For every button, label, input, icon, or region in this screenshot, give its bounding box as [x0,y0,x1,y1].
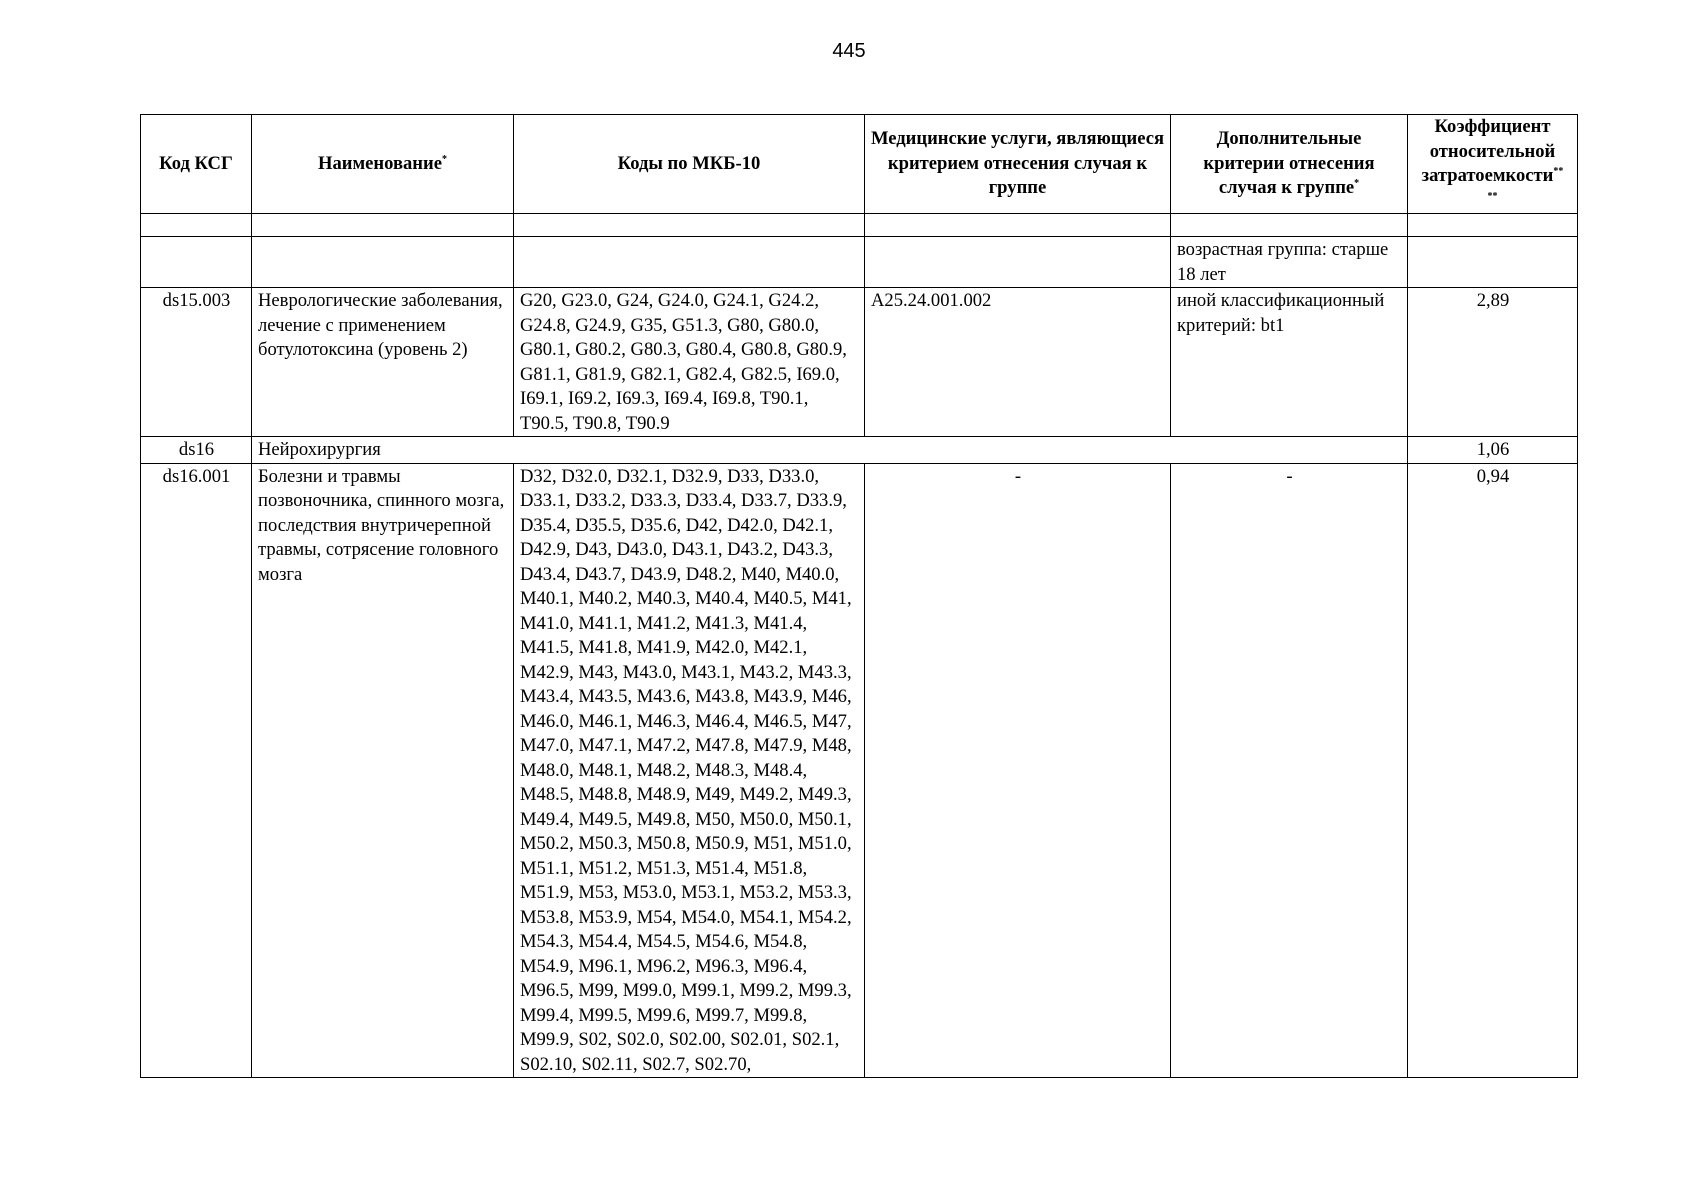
header-additional-criteria: Дополнительные критерии отнесения случая к группе* [1171,115,1408,214]
table-row-ds16 [141,437,1578,464]
name-cell: Болезни и травмы позвоночника, спинного мозга, последствия внутричерепной травмы, сотрясение головного мозга [252,463,514,1078]
table-row-age-criterion [141,237,1578,288]
table-row-ds15-003 [141,288,1578,437]
footnote-mark: * [1354,178,1360,190]
name-cell: Неврологические заболевания, лечение с применением ботулотоксина (уровень 2) [252,288,514,437]
coefficient-cell: 0,94 [1408,463,1578,1078]
code-cell: ds16 [141,437,252,464]
header-medical-services: Медицинские услуги, являющиеся критерием отнесения случая к группе [865,115,1171,214]
footnote-mark: * [441,153,447,165]
services-cell: - [865,463,1171,1078]
header-row [141,115,1578,214]
icd-cell: D32, D32.0, D32.1, D32.9, D33, D33.0, D33.1, D33.2, D33.3, D33.4, D33.7, D33.9, D35.4, D35.5, D35.6, D42, D42.0, D42.1, D42.9, D43, D43.0, D43.1, D43.2, D43.3, D43.4, D43.7, D43.9, D48.2, M40, M40.0, M40.1, M40.2, M40.3, M40.4, M40.5, M41, M41.0, M41.1, M41.2, M41.3, M41.4, M41.5, M41.8, M41.9, M42.0, M42.1, M42.9, M43, M43.0, M43.1, M43.2, M43.3, M43.4, M43.5, M43.6, M43.8, M43.9, M46, M46.0, M46.1, M46.3, M46.4, M46.5, M47, M47.0, M47.1, M47.2, M47.8, M47.9, M48, M48.0, M48.1, M48.2, M48.3, M48.4, M48.5, M48.8, M48.9, M49, M49.2, M49.3, M49.4, M49.5, M49.8, M50, M50.0, M50.1, M50.2, M50.3, M50.8, M50.9, M51, M51.0, M51.1, M51.2, M51.3, M51.4, M51.8, M51.9, M53, M53.0, M53.1, M53.2, M53.3, M53.8, M53.9, M54, M54.0, M54.1, M54.2, M54.3, M54.4, M54.5, M54.6, M54.8, M54.9, M96.1, M96.2, M96.3, M96.4, M96.5, M99, M99.0, M99.1, M99.2, M99.3, M99.4, M99.5, M99.6, M99.7, M99.8, M99.9, S02, S02.0, S02.00, S02.01, S02.1, S02.10, S02.11, S02.7, S02.70, [514,463,865,1078]
coefficient-cell: 1,06 [1408,437,1578,464]
name-cell: Нейрохирургия [252,437,1408,464]
ksg-table [140,114,1578,1078]
footnote-mark: ** [1553,165,1564,177]
code-cell: ds15.003 [141,288,252,437]
header-icd-codes: Коды по МКБ-10 [514,115,865,214]
table-row-ds16-001 [141,463,1578,1078]
footnote-mark: ** [1487,190,1498,202]
criteria-cell: иной классификационный критерий: bt1 [1171,288,1408,437]
criteria-cell: возрастная группа: старше 18 лет [1171,237,1408,288]
page-number: 445 [832,40,866,62]
code-cell: ds16.001 [141,463,252,1078]
header-code: Код КСГ [141,115,252,214]
empty-row [141,214,1578,237]
coefficient-cell: 2,89 [1408,288,1578,437]
criteria-cell: - [1171,463,1408,1078]
header-coefficient: Коэффициент относительной затратоемкости** ** [1408,115,1578,214]
icd-cell: G20, G23.0, G24, G24.0, G24.1, G24.2, G24.8, G24.9, G35, G51.3, G80, G80.0, G80.1, G80.2, G80.3, G80.4, G80.8, G80.9, G81.1, G81.9, G82.1, G82.4, G82.5, I69.0, I69.1, I69.2, I69.3, I69.4, I69.8, T90.1, T90.5, T90.8, T90.9 [514,288,865,437]
services-cell: A25.24.001.002 [865,288,1171,437]
header-name: Наименование* [252,115,514,214]
